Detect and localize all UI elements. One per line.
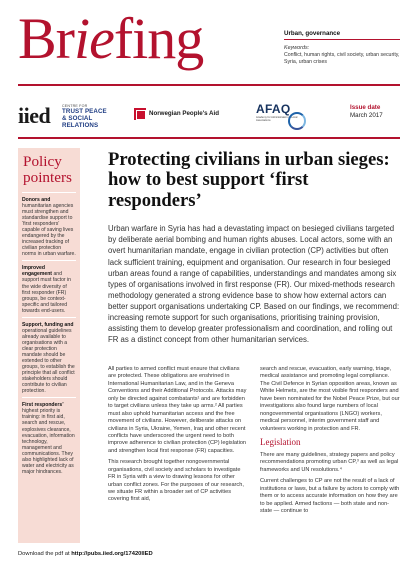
policy-pointers-sidebar	[18, 148, 80, 543]
policy-pointer-lead: Improved engagement	[22, 265, 53, 278]
sidebar-title: Policy pointers	[22, 154, 76, 193]
section-heading-legislation: Legislation	[260, 436, 301, 447]
masthead	[18, 6, 204, 71]
body-paragraph: search and rescue, evacuation, early warning, triage, medical assistance and promoting legal compliance. The Civil Defence in Syrian opposition areas, known as White Helmets, are the most visible first responders and have been nominated for the Nobel Peace Prize, but our investigations also found large numbers of local nongovernmental organisations (LNGO) workers, medical personnel, interim government staff and volunteers working in protection and FR.	[260, 366, 400, 432]
briefing-header	[0, 0, 413, 78]
policy-pointer	[22, 193, 76, 261]
policy-pointer-text: operational guidelines already available to organisations with a clear protection mandate should be extended to other groups, to establish the principle that all conflict stakeholders should contribute to civilian protection.	[22, 327, 75, 395]
body-paragraph: This research brought together nongovernmental organisations, civil society and scholars to investigate FR in Syria with a view to drawing lessons for other urban conflict zones. For the purposes of our research, we situate FR within a broader set of CP activities covering first aid,	[108, 459, 244, 503]
issue-date-value: March 2017	[350, 112, 383, 119]
policy-pointer-lead: First responders’	[22, 402, 64, 409]
afaq-logo: AFAQ	[256, 102, 291, 116]
keywords-list: Conflict, human rights, civil society, urban security, Syria, urban crises	[284, 52, 400, 65]
iied-logo[interactable]: iied	[18, 103, 51, 128]
afaq-swirl-icon	[288, 112, 306, 130]
ctp-logo-line2: & SOCIAL RELATIONS	[62, 115, 99, 130]
body-paragraph: All parties to armed conflict must ensure that civilians are protected. These obligations are enshrined in International Humanitarian Law, and in the Geneva Conventions and their Additional Protocols. Attacks may only be directed against combatants¹ and are forbidden to target civilians unless they take up arms.² All parties must also uphold humanitarian access and the free movement of civilians. However, deliberate attacks on civilians in Syria, Ukraine, Yemen, Iraq and other recent conflicts have underscored the urgent need to both improve adherence to civilian protection (CP) legislation and strengthen local first response (FR) capacities.	[108, 366, 247, 454]
body-column-right	[260, 366, 400, 519]
ctp-logo-small: CENTRE FOR	[62, 104, 88, 108]
body-paragraph: Current challenges to CP are not the result of a lack of institutions or laws, but a failure by actors to comply with them or to access accurate information on how they are to be applied. Armed factions — both state and non-state — continue to	[260, 478, 400, 514]
npa-emblem-icon	[134, 108, 146, 120]
policy-pointer-lead: Support, funding and	[22, 321, 74, 328]
partner-logos	[18, 100, 400, 134]
policy-pointer	[22, 261, 76, 317]
npa-logo: Norwegian People's Aid	[149, 110, 220, 117]
header-divider	[18, 84, 400, 86]
masthead-accent: ie	[74, 6, 114, 71]
body-column-left	[108, 366, 248, 508]
keywords-label: Keywords:	[284, 45, 310, 51]
body-paragraph: There are many guidelines, strategy papers and policy recommendations promoting urban CP,³ as well as legal frameworks and UN resolutions.⁴	[260, 451, 399, 473]
policy-pointer-text: highest priority is training: in first aid, search and rescue, explosives clearance, evacuation, information technology, management and communications. They also highlighted lack of water and electricity as major hindrances.	[22, 408, 75, 475]
topic-box	[284, 30, 400, 66]
issue-date	[350, 104, 383, 119]
policy-pointer	[22, 318, 76, 399]
download-footer	[18, 551, 400, 557]
main-content	[108, 150, 400, 345]
afaq-subtitle: Academy for Administration of Local Associations	[256, 116, 298, 123]
policy-pointer-lead: Donors and	[22, 196, 51, 203]
issue-date-label: Issue date	[350, 104, 381, 111]
ctp-logo	[62, 104, 124, 129]
ctp-logo-line1: TRUST PEACE	[62, 108, 107, 115]
footer-text: Download the pdf at	[18, 551, 72, 557]
body-columns	[108, 366, 400, 546]
summary-paragraph: Urban warfare in Syria has had a devastating impact on besieged civilians targeted by deliberate aerial bombing and human rights abuses. Local actors, some with an overt humanitarian mandate, engage in civilian protection (CP) activities but often lack sufficient training, equipment and organisation. Our research in four besieged urban areas found a range of capabilities, understandings and mandates among six types of organisations involved in first response (FR). Our mixed-methods research methodology generated a strong evidence base to show how external actors can better support organisations undertaking CP. Based on our findings, we recommend: increasing remote support for such organisations, prioritising training provision, assisting them to develop greater professionalism and coordination, and rolling out FR as a distinct concept from other humanitarian services.	[108, 224, 400, 344]
pdf-download-link[interactable]: http://pubs.iied.org/17420IIED	[71, 551, 153, 557]
article-title: Protecting civilians in urban sieges: how to best support ‘first responders’	[108, 149, 390, 211]
logos-divider	[18, 137, 400, 139]
topic-title: Urban, governance	[284, 30, 400, 40]
masthead-end: fing	[113, 6, 204, 71]
policy-pointer-text: humanitarian agencies must strengthen and standardise support to ‘first responders’ capable of saving lives endangered by the increased tracking of civilian protection norms in urban warfare.	[22, 202, 76, 258]
policy-pointer-text: and support must factor in the wide diversity of first responder (FR) groups, be context-specific and tailored towards end-users.	[22, 271, 71, 314]
masthead-start: Br	[18, 6, 74, 71]
policy-pointer	[22, 398, 76, 478]
